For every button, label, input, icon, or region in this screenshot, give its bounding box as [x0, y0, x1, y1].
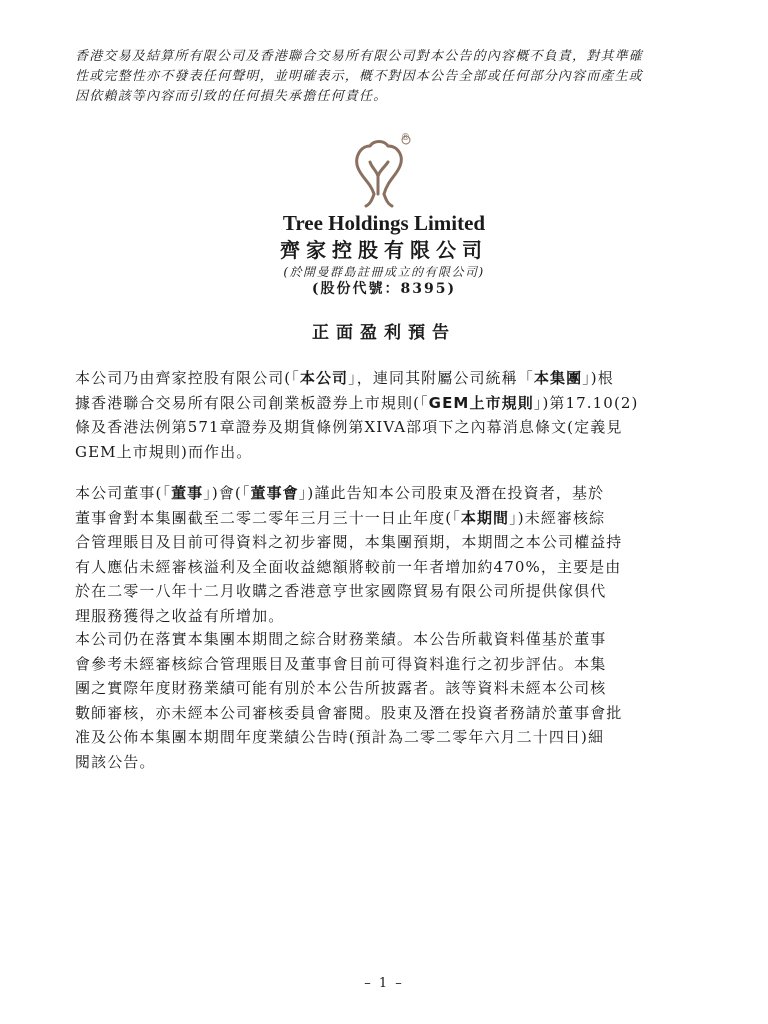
disclaimer-line: 香港交易及結算所有限公司及香港聯合交易所有限公司對本公告的內容概不負責，對其準確	[75, 49, 644, 64]
text-segment: 」)第17.10(2)	[533, 393, 639, 412]
disclaimer-line: 性或完整性亦不發表任何聲明，並明確表示，概不對因本公告全部或任何部分內容而產生或	[75, 69, 644, 84]
text-segment: 」)謹此告知本公司股東及潛在投資者，基於	[298, 484, 605, 502]
paragraph-line: 於在二零一八年十二月收購之香港意亨世家國際貿易有限公司所提供傢俱代	[75, 582, 607, 600]
announcement-title: 正面盈利預告	[312, 323, 456, 343]
paragraph-line: 會參考未經審核綜合管理賬目及董事會目前可得資料進行之初步評估。本集	[75, 654, 607, 673]
paragraph-profit-alert	[75, 481, 695, 628]
paragraph-line: 本公司仍在落實本集團本期間之綜合財務業績。本公告所載資料僅基於董事	[75, 630, 607, 648]
defined-term: 本公司	[299, 369, 349, 387]
paragraph-line: 條及香港法例第571章證券及期貨條例第XIVA部項下之內幕消息條文(定義見	[75, 418, 623, 436]
defined-term: GEM上市規則	[428, 393, 534, 412]
paragraph-line	[75, 366, 695, 391]
page-number: – 1 –	[364, 976, 404, 991]
paragraph-line: 數師審核，亦未經本公司審核委員會審閱。股東及潛在投資者務請於董事會批	[75, 703, 623, 722]
paragraph-line: 合管理賬目及目前可得資料之初步審閱，本集團預期，本期間之本公司權益持	[75, 533, 623, 551]
defined-term: 董事	[171, 484, 204, 502]
paragraph-line	[75, 391, 695, 416]
tree-logo-graphic	[348, 132, 412, 220]
defined-term: 董事會	[250, 484, 299, 502]
paragraph-line: 准及公佈本集團本期間年度業績公告時(預計為二零二零年六月二十四日)細	[75, 728, 605, 746]
paragraph-line: GEM上市規則)而作出。	[75, 442, 253, 461]
text-segment: 」)未經審核綜	[509, 508, 606, 527]
paragraph-caution	[75, 627, 695, 774]
paragraph-line: 理服務獲得之收益有所增加。	[75, 606, 285, 625]
text-segment: 」，連同其附屬公司統稱「	[348, 369, 534, 387]
incorporation-note: (於開曼群島註冊成立的有限公司)	[283, 265, 485, 279]
text-segment: 董事會對本集團截至二零二零年三月三十一日止年度(「	[75, 508, 461, 527]
tree-logo-icon	[348, 132, 412, 220]
company-name-chinese: 齊家控股有限公司	[280, 238, 488, 262]
defined-term: 本集團	[533, 369, 583, 387]
text-segment: 」)會(「	[203, 484, 251, 502]
disclaimer-line: 因依賴該等內容而引致的任何損失承擔任何責任。	[75, 89, 388, 104]
disclaimer	[75, 47, 700, 107]
paragraph-line: 閱該公告。	[75, 752, 156, 771]
paragraph-line	[75, 481, 695, 506]
text-segment: 據香港聯合交易所有限公司創業板證券上市規則(「	[75, 393, 429, 412]
paragraph-line	[75, 506, 695, 531]
text-segment: 本公司董事(「	[75, 484, 172, 502]
defined-term: 本期間	[460, 508, 510, 527]
text-segment: 」)根	[582, 369, 614, 387]
text-segment: 本公司乃由齊家控股有限公司(「	[75, 369, 300, 387]
stock-code: (股份代號：8395)	[311, 281, 457, 297]
company-name-english: Tree Holdings Limited	[282, 211, 486, 235]
paragraph-line: 團之實際年度財務業績可能有別於本公告所披露者。該等資料未經本公司核	[75, 679, 607, 697]
registered-mark: ®	[401, 133, 410, 143]
paragraph-line: 有人應佔未經審核溢利及全面收益總額將較前一年者增加約470%，主要是由	[75, 557, 622, 576]
paragraph-introduction	[75, 366, 695, 464]
